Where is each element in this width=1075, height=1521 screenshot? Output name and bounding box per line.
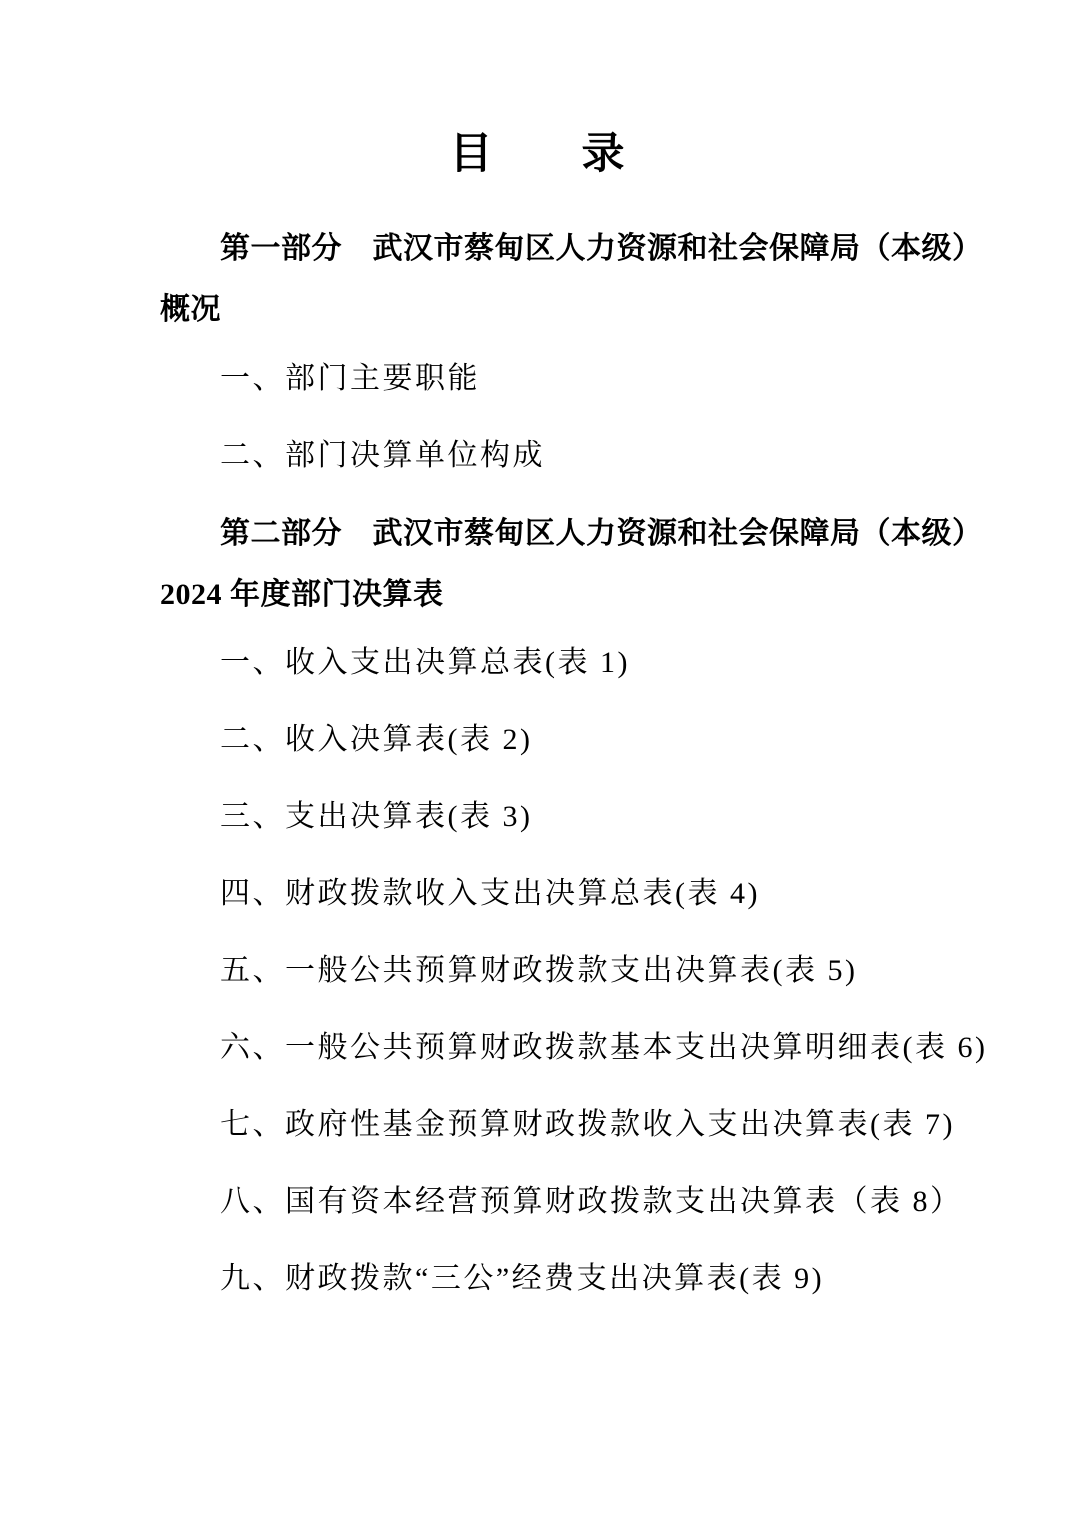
- toc-title: 目 录: [449, 131, 626, 178]
- section-1-heading-line-1: 第一部分 武汉市蔡甸区人力资源和社会保障局（本级）: [220, 232, 983, 265]
- toc-entry-table-2: 二、收入决算表(表 2): [220, 723, 533, 756]
- toc-entry-table-9: 九、财政拨款“三公”经费支出决算表(表 9): [220, 1262, 825, 1295]
- section-2-heading-line-2: 2024 年度部门决算表: [160, 578, 444, 611]
- toc-entry-table-3: 三、支出决算表(表 3): [220, 800, 533, 833]
- toc-entry-table-5: 五、一般公共预算财政拨款支出决算表(表 5): [220, 954, 858, 987]
- toc-entry-part1-1: 一、部门主要职能: [220, 362, 480, 395]
- toc-entry-table-6: 六、一般公共预算财政拨款基本支出决算明细表(表 6): [220, 1031, 988, 1064]
- toc-entry-table-8: 八、国有资本经营预算财政拨款支出决算表（表 8）: [220, 1185, 963, 1218]
- section-2-heading-line-1: 第二部分 武汉市蔡甸区人力资源和社会保障局（本级）: [220, 517, 983, 550]
- toc-entry-table-1: 一、收入支出决算总表(表 1): [220, 646, 630, 679]
- toc-entry-table-4: 四、财政拨款收入支出决算总表(表 4): [220, 877, 760, 910]
- toc-entry-part1-2: 二、部门决算单位构成: [220, 439, 545, 472]
- section-1-heading-line-2: 概况: [160, 293, 221, 326]
- toc-entry-table-7: 七、政府性基金预算财政拨款收入支出决算表(表 7): [220, 1108, 955, 1141]
